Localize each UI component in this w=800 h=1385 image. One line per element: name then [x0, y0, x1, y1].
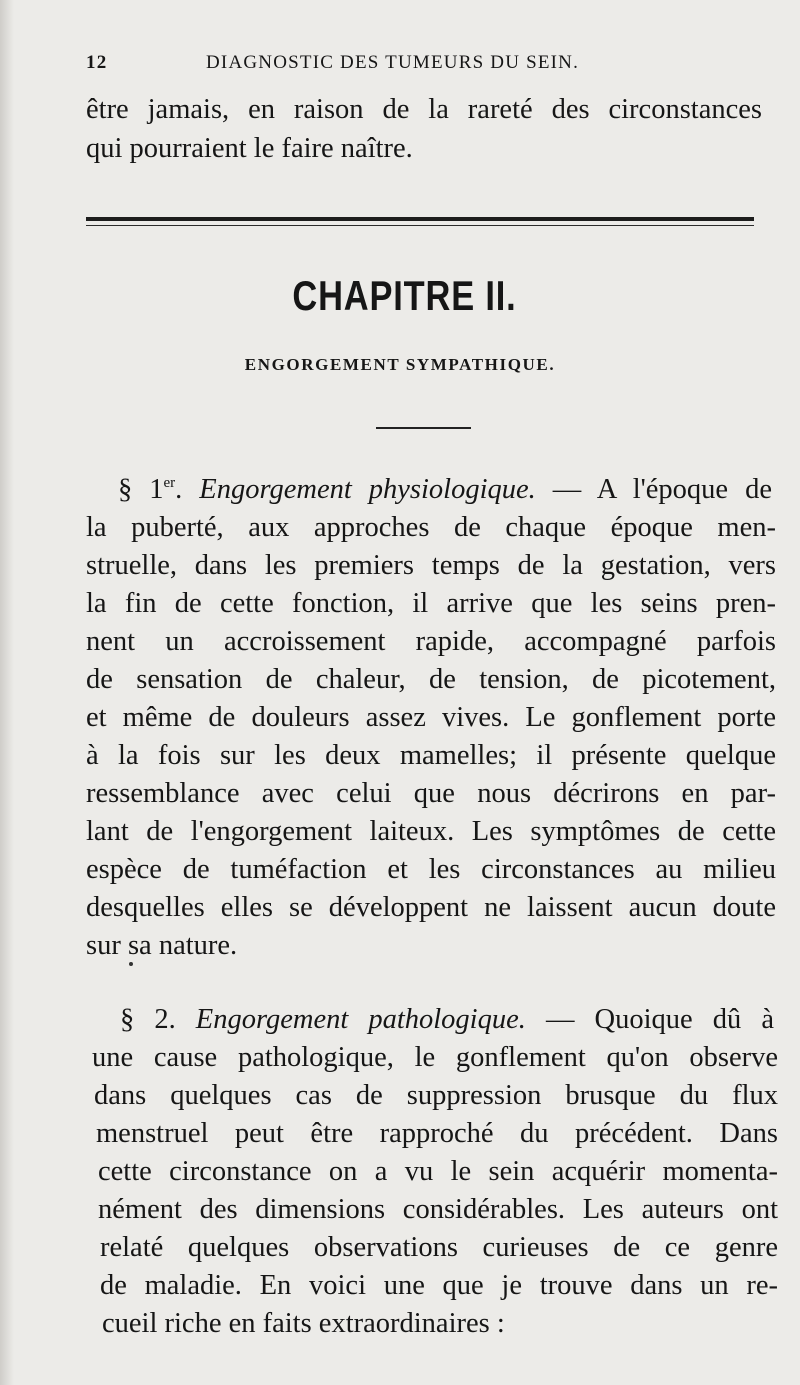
chapter-subtitle: ENGORGEMENT SYMPATHIQUE.: [244, 355, 556, 374]
section-2-line: cette circonstance on a vu le sein acquérir momenta-: [98, 1156, 778, 1187]
chapter-divider-thin: [86, 225, 754, 226]
carryover-line: qui pourraient le faire naître.: [86, 133, 413, 164]
section-divider: [376, 427, 471, 429]
section-1-line: de sensation de chaleur, de tension, de picotement,: [86, 664, 776, 695]
section-1-line: à la fois sur les deux mamelles; il présente quelque: [86, 740, 776, 771]
section-1-number-tail: .: [175, 474, 200, 505]
carryover-line: être jamais, en raison de la rareté des circonstances: [86, 94, 762, 125]
running-header: [86, 52, 746, 82]
section-2-title: Engorgement pathologique.: [195, 1004, 526, 1035]
section-1-line: struelle, dans les premiers temps de la gestation, vers: [86, 550, 776, 581]
chapter-title: CHAPITRE II.: [292, 272, 517, 319]
section-2-line: menstruel peut être rapproché du précédent. Dans: [96, 1118, 778, 1149]
section-1-line: desquelles elles se développent ne laissent aucun doute: [86, 892, 776, 923]
section-2-line: relaté quelques observations curieuses de ce genre: [100, 1232, 778, 1263]
section-2-line: une cause pathologique, le gonflement qu'on observe: [92, 1042, 778, 1073]
section-1-line: et même de douleurs assez vives. Le gonflement porte: [86, 702, 776, 733]
section-2-line: cueil riche en faits extraordinaires :: [102, 1308, 505, 1339]
chapter-divider-thick: [86, 217, 754, 221]
section-2-first-line: [120, 1002, 774, 1038]
ink-speck: [129, 962, 133, 966]
section-1-title: Engorgement physiologique.: [199, 474, 536, 505]
section-2-line: dans quelques cas de suppression brusque du flux: [94, 1080, 778, 1111]
section-1-text: — A l'époque de: [535, 474, 772, 505]
page-edge-shadow: [0, 0, 14, 1385]
section-1-line: espèce de tuméfaction et les circonstances au milieu: [86, 854, 776, 885]
section-2-number: § 2.: [120, 1004, 196, 1035]
section-1-line: la fin de cette fonction, il arrive que les seins pren-: [86, 588, 776, 619]
section-1-line: lant de l'engorgement laiteux. Les symptômes de cette: [86, 816, 776, 847]
section-1-line: ressemblance avec celui que nous décrirons en par-: [86, 778, 776, 809]
section-1-line: la puberté, aux approches de chaque époque men-: [86, 512, 776, 543]
section-2-line: nément des dimensions considérables. Les auteurs ont: [98, 1194, 778, 1225]
section-1-number-sup: er: [163, 475, 176, 491]
page-number: 12: [86, 52, 108, 73]
section-2-text: — Quoique dû à: [525, 1004, 774, 1035]
section-2-line: de maladie. En voici une que je trouve dans un re-: [100, 1270, 778, 1301]
section-1-first-line: [118, 472, 772, 508]
section-1-number: § 1: [118, 474, 164, 505]
running-title: DIAGNOSTIC DES TUMEURS DU SEIN.: [206, 52, 580, 73]
section-1-line: sur sa nature.: [86, 930, 238, 961]
section-1-line: nent un accroissement rapide, accompagné parfois: [86, 626, 776, 657]
